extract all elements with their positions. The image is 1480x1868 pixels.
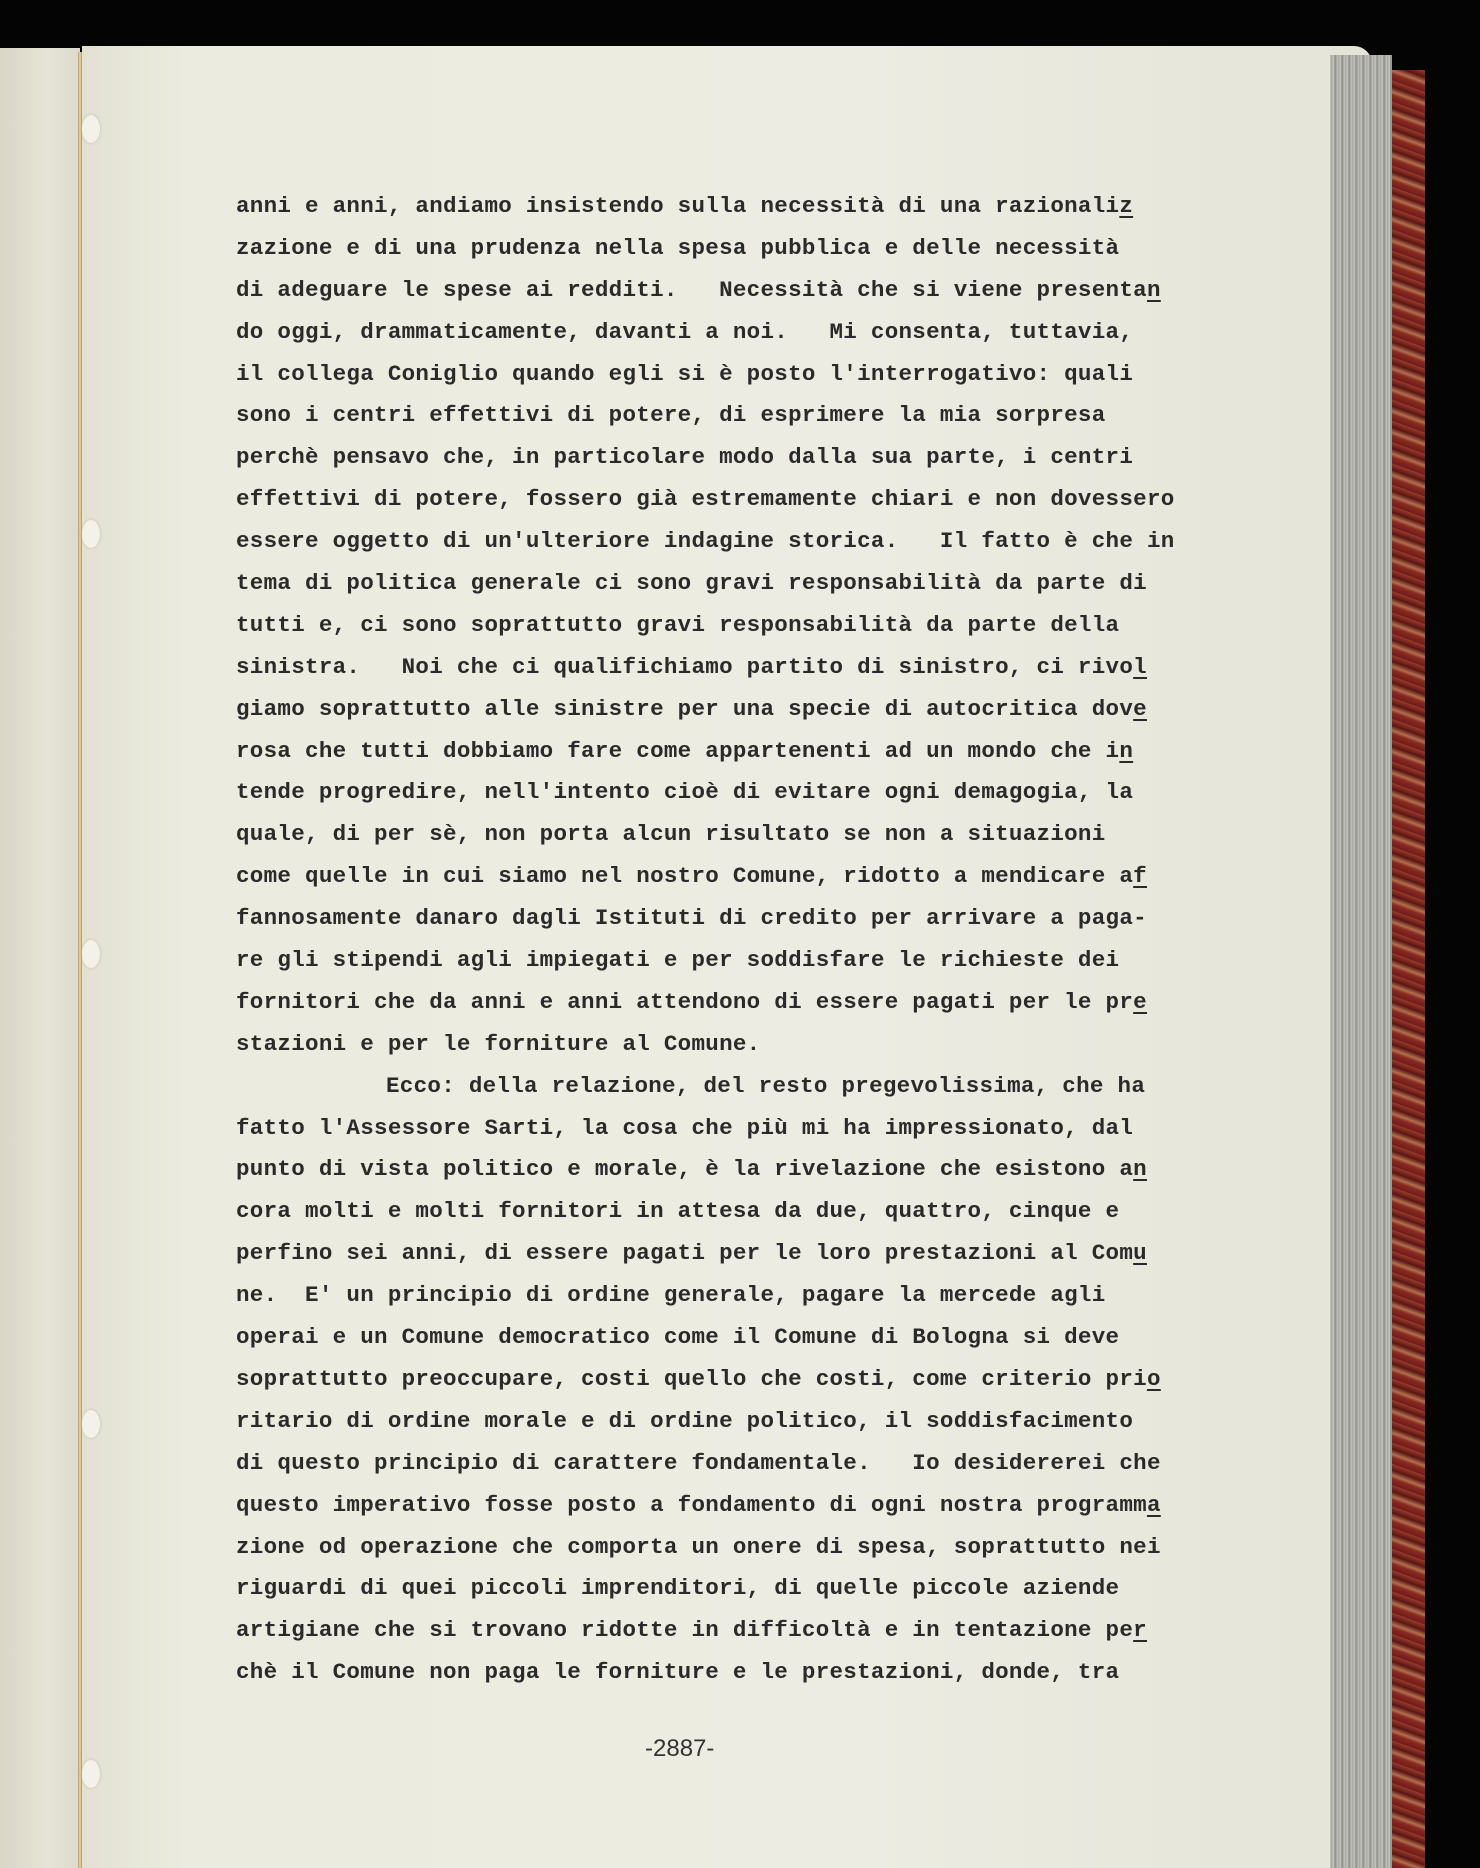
line-text: perfino sei anni, di essere pagati per le loro prestazioni al Com xyxy=(236,1240,1134,1267)
line-text: riguardi di quei piccoli imprenditori, di quelle piccole aziende xyxy=(236,1575,1120,1602)
underlined-hyphen-letter: e xyxy=(1133,988,1147,1015)
text-line xyxy=(236,856,1216,898)
text-line xyxy=(236,689,1216,731)
page-edges xyxy=(1330,55,1392,1868)
line-text: sinistra. Noi che ci qualifichiamo partito di sinistro, ci rivo xyxy=(236,653,1134,680)
text-line xyxy=(236,1317,1216,1359)
text-line xyxy=(236,1149,1216,1191)
page-number: -2887- xyxy=(645,1735,715,1762)
text-line xyxy=(236,395,1216,437)
line-text: cora molti e molti fornitori in attesa da due, quattro, cinque e xyxy=(236,1198,1120,1225)
text-line xyxy=(236,1527,1216,1569)
line-text: fatto l'Assessore Sarti, la cosa che più mi ha impressionato, dal xyxy=(236,1114,1134,1141)
text-line xyxy=(236,940,1216,982)
underlined-hyphen-letter: f xyxy=(1133,863,1147,890)
left-page xyxy=(0,48,80,1868)
binding-tab xyxy=(82,940,100,968)
text-line xyxy=(236,1652,1216,1694)
line-text: questo imperativo fosse posto a fondamento di ogni nostra programm xyxy=(236,1491,1147,1518)
text-line xyxy=(236,1066,1216,1108)
line-text: tende progredire, nell'intento cioè di evitare ogni demagogia, la xyxy=(236,779,1134,806)
line-text: ritario di ordine morale e di ordine politico, il soddisfacimento xyxy=(236,1407,1134,1434)
line-text: re gli stipendi agli impiegati e per soddisfare le richieste dei xyxy=(236,947,1120,974)
line-text: soprattutto preoccupare, costi quello che costi, come criterio pri xyxy=(236,1365,1147,1392)
line-text: giamo soprattutto alle sinistre per una specie di autocritica dov xyxy=(236,695,1134,722)
line-text: sono i centri effettivi di potere, di esprimere la mia sorpresa xyxy=(236,402,1106,429)
line-text: effettivi di potere, fossero già estremamente chiari e non dovessero xyxy=(236,486,1175,513)
line-text: operai e un Comune democratico come il Comune di Bologna si deve xyxy=(236,1324,1120,1351)
line-text: di questo principio di carattere fondamentale. Io desidererei che xyxy=(236,1449,1161,1476)
underlined-hyphen-letter: l xyxy=(1133,653,1147,680)
line-text: anni e anni, andiamo insistendo sulla necessità di una razionali xyxy=(236,193,1120,219)
line-text: stazioni e per le forniture al Comune. xyxy=(236,1030,761,1057)
text-line xyxy=(236,1443,1216,1485)
text-line xyxy=(236,1191,1216,1233)
text-line xyxy=(236,898,1216,940)
text-line xyxy=(236,1275,1216,1317)
text-line xyxy=(236,521,1216,563)
line-text: essere oggetto di un'ulteriore indagine storica. Il fatto è che in xyxy=(236,528,1175,555)
binding-tab xyxy=(82,1760,100,1788)
line-text: zione od operazione che comporta un onere di spesa, soprattutto nei xyxy=(236,1533,1161,1560)
text-line xyxy=(236,772,1216,814)
text-line xyxy=(236,1024,1216,1066)
binding-tab xyxy=(82,1410,100,1438)
text-line xyxy=(236,1610,1216,1652)
text-line xyxy=(236,731,1216,773)
text-line xyxy=(236,982,1216,1024)
underlined-hyphen-letter: e xyxy=(1133,695,1147,722)
line-text: fannosamente danaro dagli Istituti di credito per arrivare a paga- xyxy=(236,905,1147,932)
line-text: tema di politica generale ci sono gravi responsabilità da parte di xyxy=(236,570,1147,597)
line-text: do oggi, drammaticamente, davanti a noi. Mi consenta, tuttavia, xyxy=(236,318,1134,345)
text-line xyxy=(236,1401,1216,1443)
line-text: zazione e di una prudenza nella spesa pubblica e delle necessità xyxy=(236,234,1120,261)
underlined-hyphen-letter: n xyxy=(1146,276,1161,303)
text-line xyxy=(236,270,1216,312)
text-line xyxy=(236,479,1216,521)
line-text: tutti e, ci sono soprattutto gravi responsabilità da parte della xyxy=(236,611,1120,638)
text-line xyxy=(236,1485,1216,1527)
underlined-hyphen-letter: z xyxy=(1119,193,1134,219)
line-text: rosa che tutti dobbiamo fare come appartenenti ad un mondo che i xyxy=(236,737,1120,764)
marbled-binding xyxy=(1392,70,1425,1868)
text-line xyxy=(236,563,1216,605)
line-text: artigiane che si trovano ridotte in difficoltà e in tentazione pe xyxy=(236,1617,1134,1644)
text-line xyxy=(236,814,1216,856)
underlined-hyphen-letter: n xyxy=(1133,1156,1147,1183)
text-line xyxy=(236,647,1216,689)
line-text: fornitori che da anni e anni attendono di essere pagati per le pr xyxy=(236,988,1134,1015)
underlined-hyphen-letter: o xyxy=(1146,1365,1161,1392)
text-line xyxy=(236,605,1216,647)
line-text: come quelle in cui siamo nel nostro Comune, ridotto a mendicare a xyxy=(236,863,1134,890)
line-text: perchè pensavo che, in particolare modo dalla sua parte, i centri xyxy=(236,444,1134,471)
line-text: punto di vista politico e morale, è la rivelazione che esistono a xyxy=(236,1156,1134,1183)
underlined-hyphen-letter: n xyxy=(1119,737,1134,764)
text-line xyxy=(236,1359,1216,1401)
text-line xyxy=(236,228,1216,270)
line-text: chè il Comune non paga le forniture e le prestazioni, donde, tra xyxy=(236,1659,1120,1686)
line-text: il collega Coniglio quando egli si è posto l'interrogativo: quali xyxy=(236,360,1134,387)
text-line xyxy=(236,1233,1216,1275)
typewritten-text xyxy=(236,186,1216,1694)
text-line xyxy=(236,1568,1216,1610)
line-text: quale, di per sè, non porta alcun risultato se non a situazioni xyxy=(236,821,1106,848)
underlined-hyphen-letter: u xyxy=(1133,1240,1147,1267)
text-line xyxy=(236,1108,1216,1150)
text-line xyxy=(236,186,1216,228)
text-line xyxy=(236,354,1216,396)
underlined-hyphen-letter: a xyxy=(1146,1491,1161,1518)
line-text: ne. E' un principio di ordine generale, pagare la mercede agli xyxy=(236,1282,1106,1309)
line-text: di adeguare le spese ai redditi. Necessità che si viene presenta xyxy=(236,276,1147,303)
binding-tab xyxy=(82,115,100,143)
line-text: Ecco: della relazione, del resto pregevolissima, che ha xyxy=(386,1072,1146,1099)
text-line xyxy=(236,437,1216,479)
underlined-hyphen-letter: r xyxy=(1133,1617,1147,1644)
text-line xyxy=(236,312,1216,354)
binding-tab xyxy=(82,520,100,548)
